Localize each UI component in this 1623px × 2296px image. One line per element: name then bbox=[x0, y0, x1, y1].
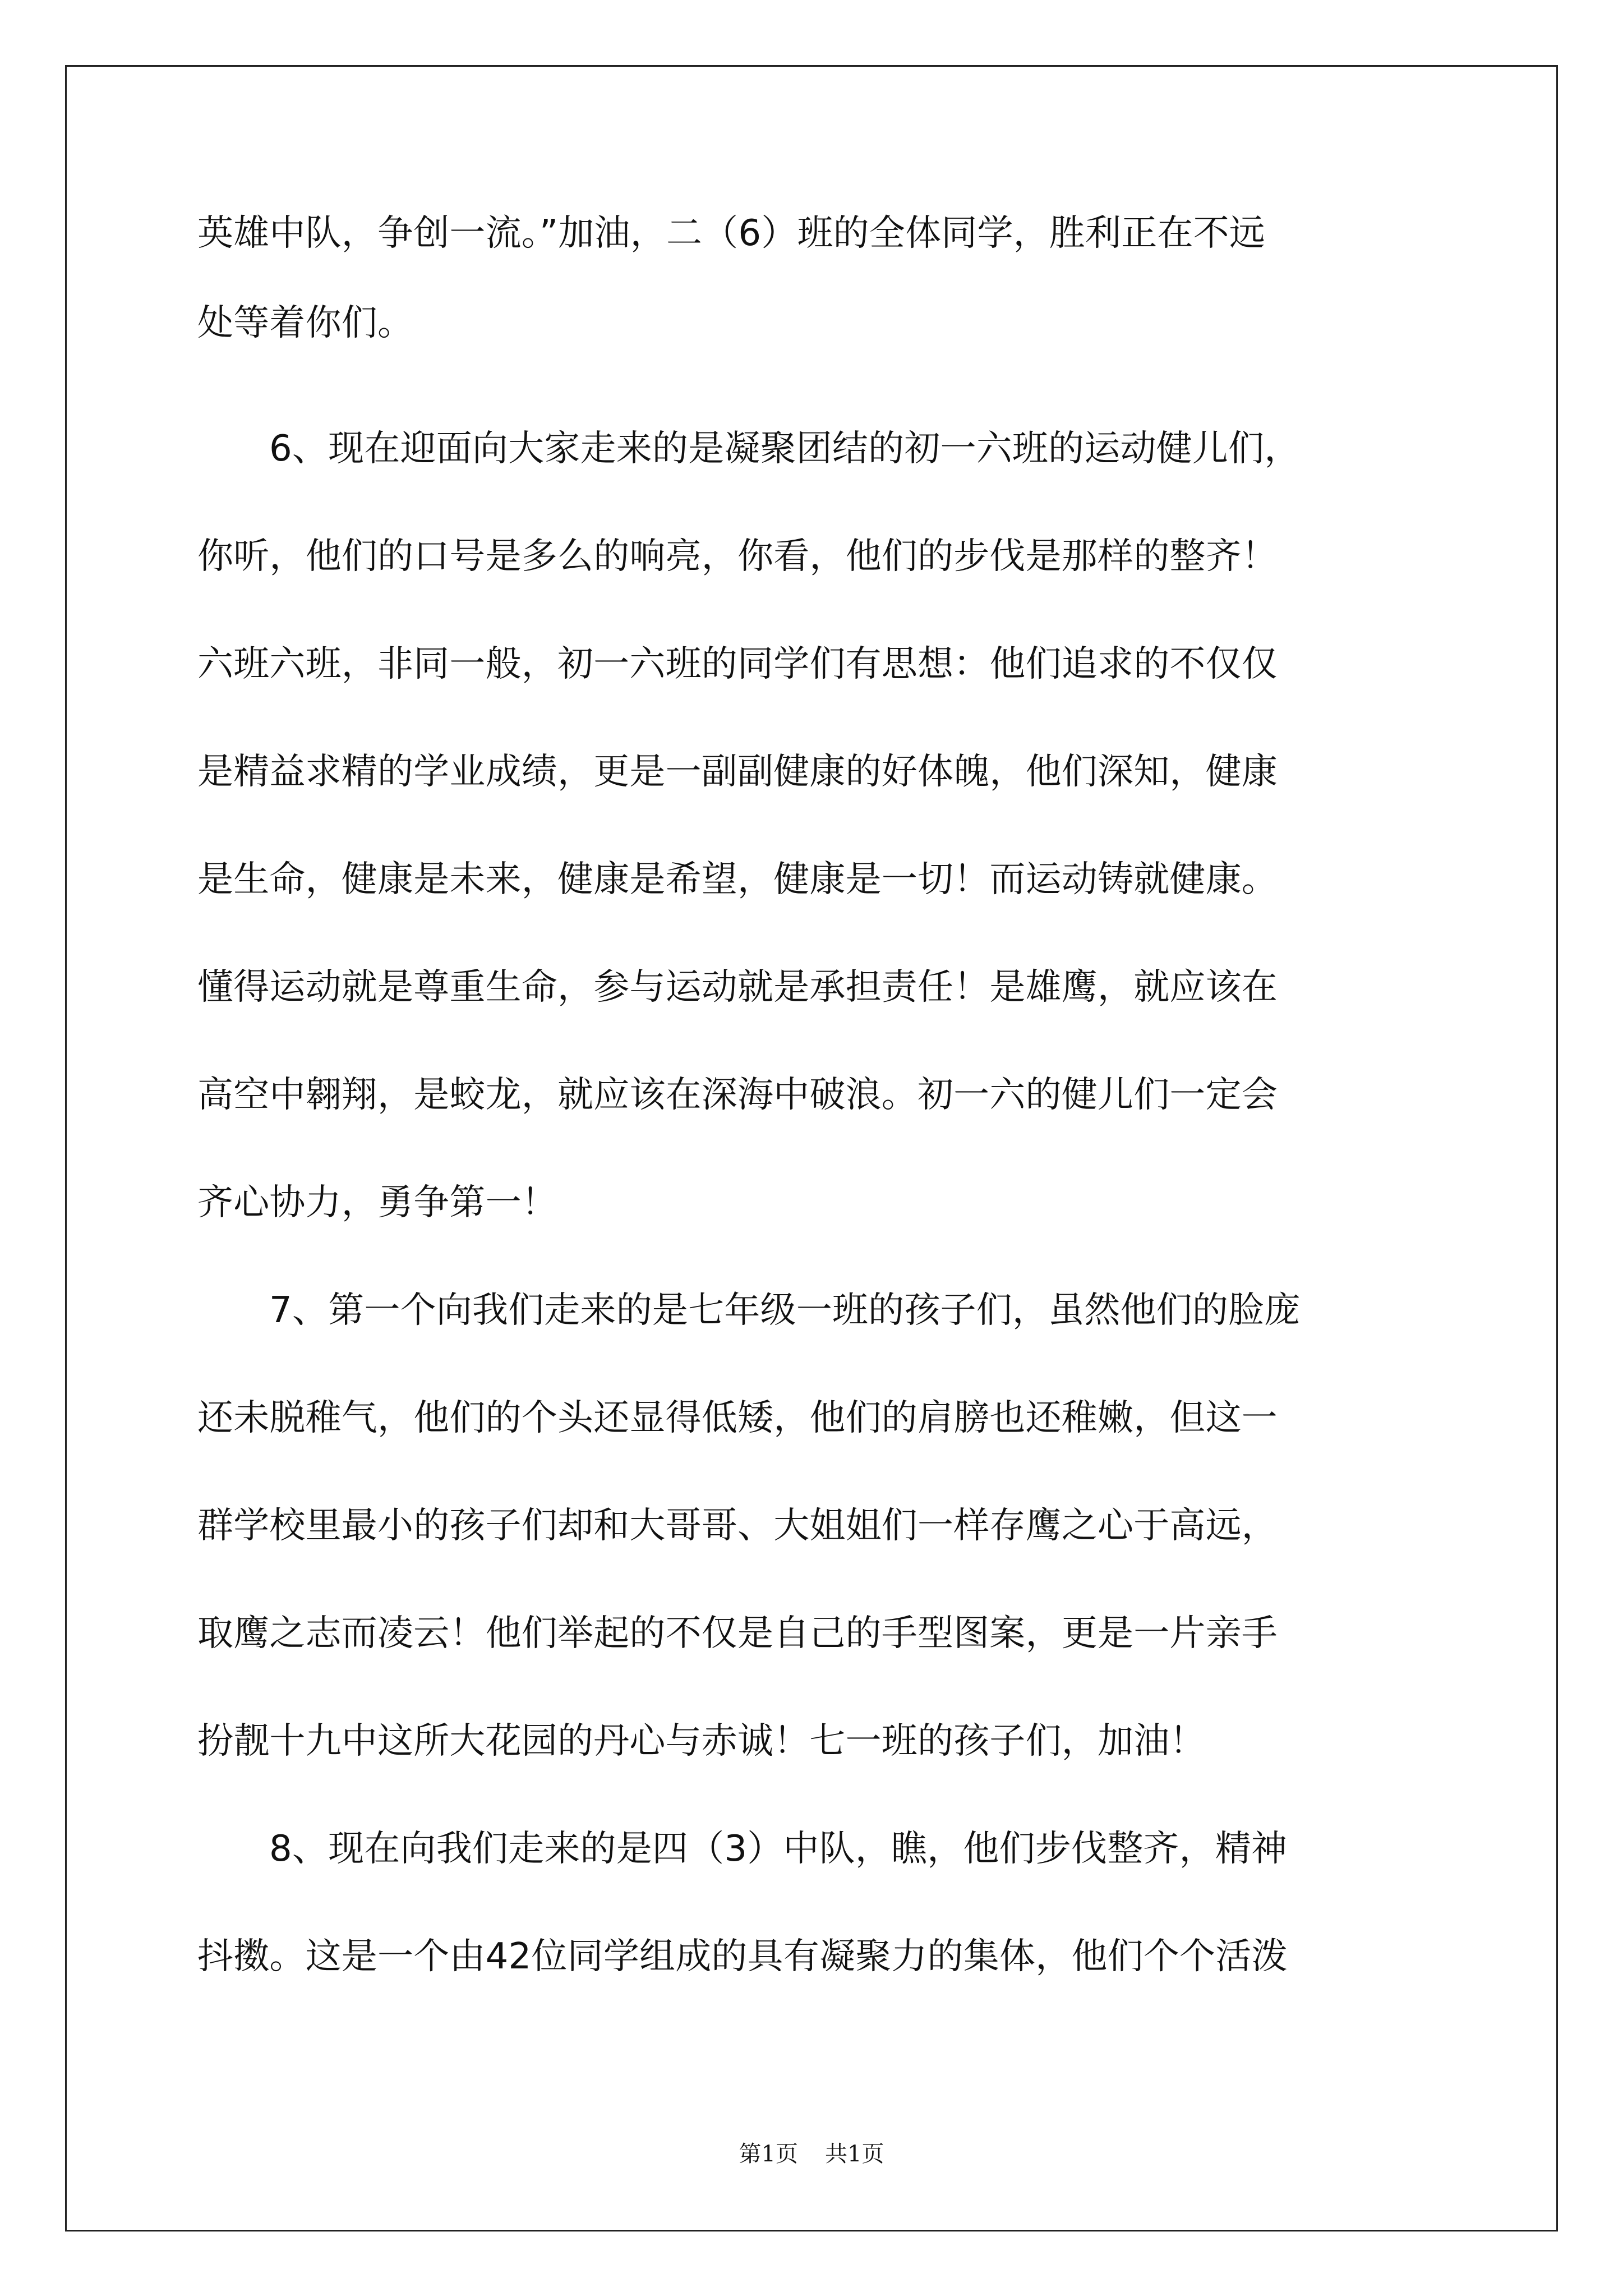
text-line: 取鹰之志而凌云！他们举起的不仅是自己的手型图案，更是一片亲手 bbox=[197, 1613, 1278, 1654]
page-number: 第1页 bbox=[739, 2141, 798, 2167]
page-border bbox=[65, 65, 1558, 2231]
paragraph-7-start: 7、第一个向我们走来的是七年级一班的孩子们，虽然他们的脸庞 bbox=[269, 1290, 1301, 1331]
text-line: 抖擞。这是一个由42位同学组成的具有凝聚力的集体，他们个个活泼 bbox=[197, 1936, 1288, 1977]
text-line: 高空中翱翔，是蛟龙，就应该在深海中破浪。初一六的健儿们一定会 bbox=[197, 1074, 1278, 1116]
text-line: 处等着你们。 bbox=[197, 302, 414, 344]
text-line: 还未脱稚气，他们的个头还显得低矮，他们的肩膀也还稚嫩，但这一 bbox=[197, 1397, 1278, 1439]
paragraph-8-start: 8、现在向我们走来的是四（3）中队，瞧，他们步伐整齐，精神 bbox=[269, 1828, 1288, 1870]
page-total: 共1页 bbox=[825, 2141, 884, 2167]
paragraph-6-start: 6、现在迎面向大家走来的是凝聚团结的初一六班的运动健儿们， bbox=[269, 428, 1301, 470]
text-line: 群学校里最小的孩子们却和大哥哥、大姐姐们一样存鹰之心于高远， bbox=[197, 1505, 1278, 1547]
text-line: 英雄中队，争创一流。”加油，二（6）班的全体同学，胜利正在不远 bbox=[197, 213, 1266, 254]
text-line: 齐心协力，勇争第一！ bbox=[197, 1182, 557, 1223]
text-line: 是生命，健康是未来，健康是希望，健康是一切！而运动铸就健康。 bbox=[197, 859, 1278, 900]
page-footer bbox=[0, 2136, 1623, 2168]
text-line: 扮靓十九中这所大花园的丹心与赤诚！七一班的孩子们，加油！ bbox=[197, 1720, 1206, 1762]
text-line: 你听，他们的口号是多么的响亮，你看，他们的步伐是那样的整齐！ bbox=[197, 536, 1278, 577]
text-line: 六班六班，非同一般，初一六班的同学们有思想：他们追求的不仅仅 bbox=[197, 643, 1278, 685]
text-line: 是精益求精的学业成绩，更是一副副健康的好体魄，他们深知，健康 bbox=[197, 751, 1278, 793]
text-line: 懂得运动就是尊重生命，参与运动就是承担责任！是雄鹰，就应该在 bbox=[197, 967, 1278, 1008]
